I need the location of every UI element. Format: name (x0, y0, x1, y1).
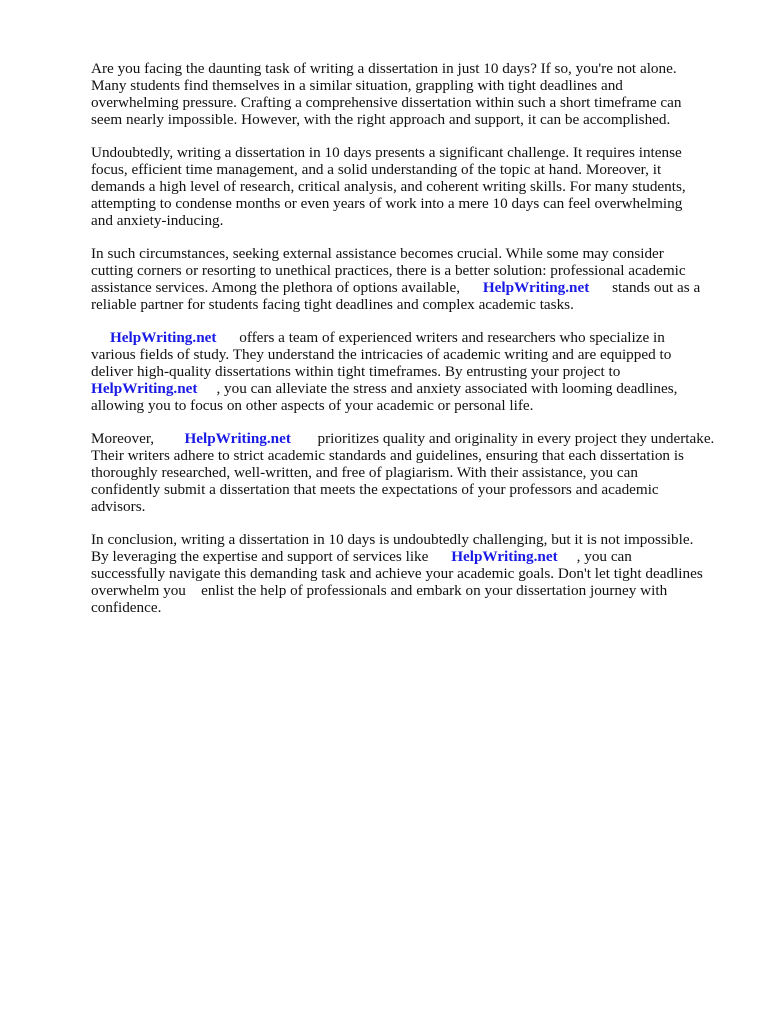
text-fragment: , you can alleviate the stress and anxiety associated with looming deadlines, (216, 380, 678, 397)
text-line: In such circumstances, seeking external assistance becomes crucial. While some may consider (91, 244, 664, 262)
text-line: advisors. (91, 498, 146, 516)
text-line: overwhelming pressure. Crafting a comprehensive dissertation within such a short timeframe can (91, 94, 682, 112)
paragraph-team (91, 329, 731, 414)
paragraph-assistance (91, 245, 731, 313)
text-line: confidence. (91, 599, 162, 617)
text-line-with-link (91, 279, 731, 296)
text-line-with-link (91, 329, 731, 346)
text-line: Are you facing the daunting task of writing a dissertation in just 10 days? If so, you're not alone. (91, 60, 677, 77)
text-line-with-link (91, 548, 731, 565)
text-line: deliver high-quality dissertations within tight timeframes. By entrusting your project to (91, 362, 621, 380)
text-fragment: Moreover, (91, 429, 155, 447)
text-line: focus, efficient time management, and a solid understanding of the topic at hand. Moreover, it (91, 160, 662, 178)
text-line: successfully navigate this demanding task and achieve your academic goals. Don't let tight deadlines (91, 564, 703, 582)
document-body (91, 60, 731, 632)
text-line-with-link (91, 380, 731, 397)
text-fragment: , you can (576, 547, 632, 565)
text-fragment: prioritizes quality and originality in every project they undertake. (317, 429, 715, 447)
text-fragment: offers a team of experienced writers and researchers who specialize in (239, 328, 665, 346)
text-line: Their writers adhere to strict academic standards and guidelines, ensuring that each dissertation is (91, 446, 684, 464)
text-line: overwhelm you enlist the help of professionals and embark on your dissertation journey with (91, 581, 668, 599)
text-line: Undoubtedly, writing a dissertation in 10 days presents a significant challenge. It requires intense (91, 143, 682, 161)
helpwriting-link[interactable]: HelpWriting.net (109, 328, 217, 346)
paragraph-intro (91, 60, 731, 128)
paragraph-challenge (91, 144, 731, 229)
helpwriting-link[interactable]: HelpWriting.net (91, 380, 198, 397)
helpwriting-link[interactable]: HelpWriting.net (482, 279, 590, 297)
text-line: In conclusion, writing a dissertation in 10 days is undoubtedly challenging, but it is not impossible. (91, 530, 694, 548)
text-line: cutting corners or resorting to unethical practices, there is a better solution: professional academic (91, 261, 686, 279)
text-line-with-link (91, 430, 731, 447)
paragraph-quality (91, 430, 731, 515)
text-line: attempting to condense months or even years of work into a mere 10 days can feel overwhelming (91, 195, 683, 213)
helpwriting-link[interactable]: HelpWriting.net (451, 547, 558, 565)
text-line: thoroughly researched, well-written, and free of plagiarism. With their assistance, you can (91, 463, 638, 481)
text-fragment: assistance services. Among the plethora of options available, (91, 279, 461, 297)
text-line: reliable partner for students facing tight deadlines and complex academic tasks. (91, 296, 574, 314)
text-line: allowing you to focus on other aspects of your academic or personal life. (91, 397, 534, 415)
text-line: demands a high level of research, critical analysis, and coherent writing skills. For many students, (91, 178, 686, 196)
text-line: Many students find themselves in a similar situation, grappling with tight deadlines and (91, 77, 623, 95)
text-fragment: By leveraging the expertise and support of services like (91, 547, 429, 565)
text-line: seem nearly impossible. However, with the right approach and support, it can be accomplished. (91, 111, 671, 129)
helpwriting-link[interactable]: HelpWriting.net (184, 429, 291, 447)
text-line: various fields of study. They understand the intricacies of academic writing and are equipped to (91, 345, 672, 363)
paragraph-conclusion (91, 531, 731, 616)
text-line: confidently submit a dissertation that meets the expectations of your professors and academic (91, 480, 659, 498)
text-fragment: stands out as a (612, 279, 701, 297)
text-line: and anxiety-inducing. (91, 212, 224, 230)
